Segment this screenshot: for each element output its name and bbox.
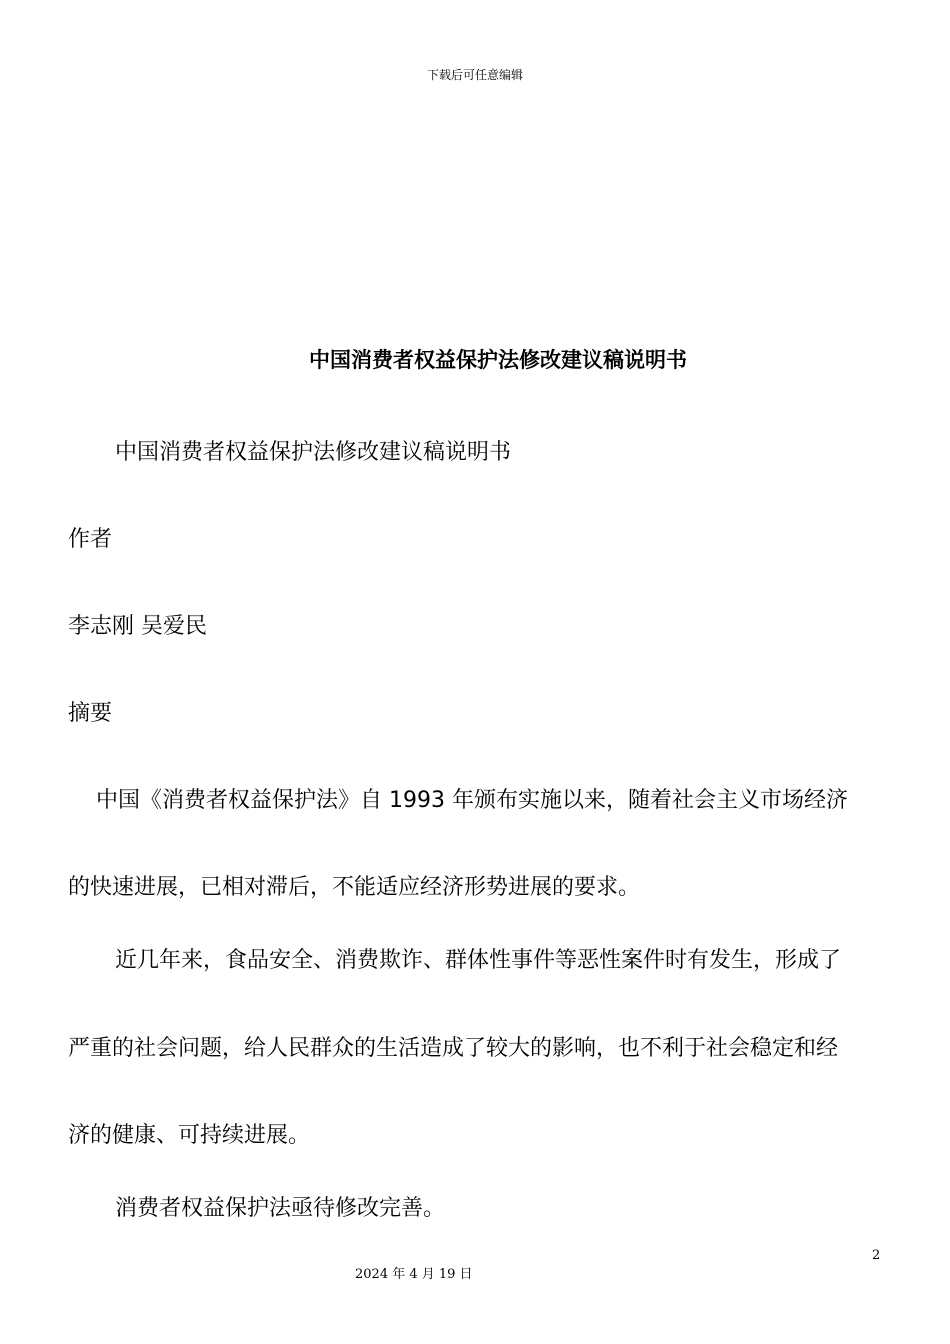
paragraph-line: 消费者权益保护法亟待修改完善。 [115, 1196, 446, 1221]
author-label: 作者 [68, 527, 113, 552]
document-title: 中国消费者权益保护法修改建议稿说明书 [309, 348, 687, 372]
header-note: 下载后可任意编辑 [426, 68, 523, 82]
paragraph-line: 的快速进展，已相对滞后，不能适应经济形势进展的要求。 [68, 875, 641, 900]
authors: 李志刚 吴爱民 [68, 614, 207, 639]
abstract-label: 摘要 [68, 701, 113, 726]
page-number: 2 [872, 1248, 881, 1263]
paragraph-line: 济的健康、可持续进展。 [68, 1123, 311, 1148]
paragraph-line: 中国《消费者权益保护法》自 1993 年颁布实施以来，随着社会主义市场经济 [96, 788, 848, 813]
paragraph-line: 严重的社会问题，给人民群众的生活造成了较大的影响，也不利于社会稳定和经 [68, 1036, 839, 1061]
footer-date: 2024 年 4 月 19 日 [355, 1267, 473, 1282]
document-subtitle: 中国消费者权益保护法修改建议稿说明书 [115, 440, 512, 465]
paragraph-line: 近几年来，食品安全、消费欺诈、群体性事件等恶性案件时有发生，形成了 [115, 948, 842, 973]
